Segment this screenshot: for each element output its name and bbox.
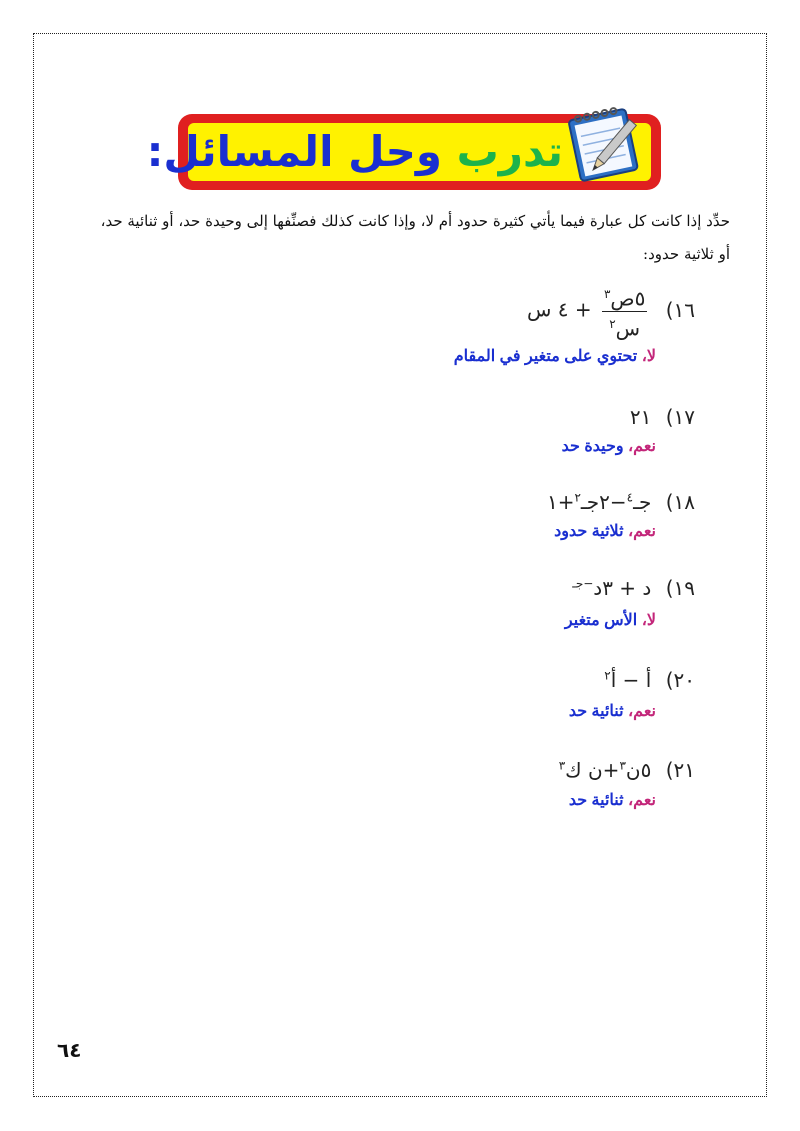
- expression: أ − أ$^٢$: [604, 668, 652, 692]
- answer-16: [454, 346, 656, 366]
- answer-text: تحتوي على متغير في المقام: [453, 348, 638, 365]
- problem-16: [527, 282, 695, 340]
- section-banner: [146, 114, 661, 190]
- fraction-numerator: ٥ص$^٣$: [602, 282, 647, 312]
- answer-text: وحيدة حد: [561, 438, 624, 455]
- problem-number: ١٦): [665, 297, 695, 322]
- problem-21: [559, 758, 695, 782]
- expression: ٢١: [629, 405, 652, 429]
- answer-text: ثلاثية حدود: [554, 523, 624, 540]
- answer-19: [565, 610, 656, 630]
- notepad-pencil-icon: [560, 104, 646, 184]
- answer-lead: نعم،: [628, 703, 656, 720]
- answer-text: ثنائية حد: [568, 703, 624, 720]
- expression-tail: + ٤ س: [526, 297, 592, 322]
- problem-18: [547, 490, 695, 514]
- instructions-line-2: أو ثلاثية حدود:: [643, 245, 730, 263]
- page-number: ٦٤: [57, 1038, 82, 1062]
- problem-20: [604, 668, 695, 692]
- problem-19: [572, 576, 695, 600]
- answer-20: [569, 701, 656, 721]
- answer-text: الأس متغير: [564, 612, 638, 629]
- expression: جـ$^٤$−٢جـ$^٢$+١: [546, 490, 652, 514]
- problem-number: ٢٠): [665, 668, 695, 692]
- title-word-solve: وحل المسائل:: [146, 127, 442, 176]
- answer-lead: لا،: [641, 348, 656, 365]
- problem-number: ١٧): [665, 405, 695, 429]
- answer-lead: نعم،: [628, 438, 656, 455]
- problem-17: [630, 405, 695, 429]
- fraction-denominator: س$^٢$: [609, 316, 641, 341]
- answer-lead: لا،: [641, 612, 656, 629]
- problem-number: ٢١): [665, 758, 695, 782]
- expression: ٥ن$^٣$+ن ك$^٣$: [558, 758, 652, 782]
- answer-21: [569, 790, 656, 810]
- instructions-line-1: حدِّد إذا كانت كل عبارة فيما يأتي كثيرة حدود أم لا، وإذا كانت كذلك فصنِّفها إلى وحيدة حد، أو ثنائية حد،: [100, 212, 730, 230]
- page-border: [33, 33, 767, 1097]
- problem-number: ١٨): [665, 490, 695, 514]
- answer-lead: نعم،: [628, 523, 656, 540]
- expression: د + ٣د$^{-جـ}$: [572, 576, 652, 600]
- section-title: [147, 123, 563, 181]
- answer-lead: نعم،: [628, 792, 656, 809]
- answer-text: ثنائية حد: [568, 792, 624, 809]
- fraction: [602, 282, 647, 340]
- answer-17: [562, 436, 656, 456]
- problem-number: ١٩): [665, 576, 695, 600]
- title-word-practice: تدرب: [456, 127, 563, 176]
- answer-18: [554, 521, 656, 541]
